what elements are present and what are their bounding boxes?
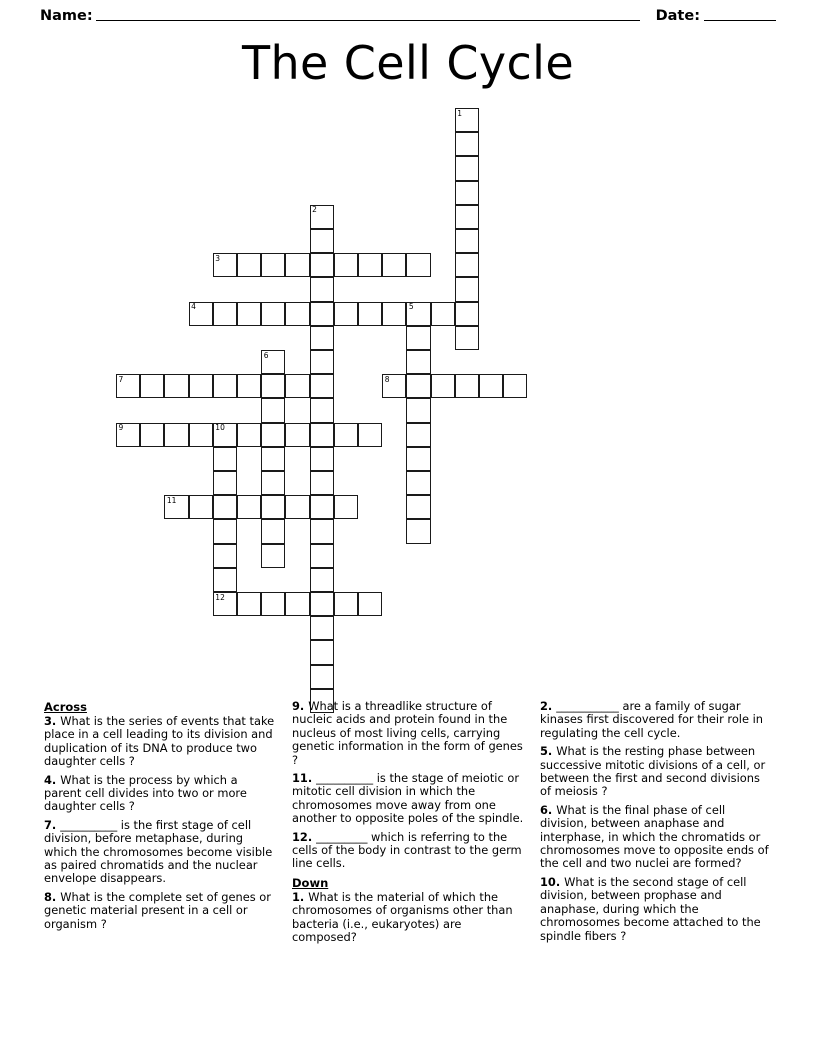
clue-text: What is the second stage of cell division, between prophase and anaphase, during which the chromosomes become attached to the spindle fibers ? [540,874,761,943]
crossword-cell[interactable] [310,616,334,640]
crossword-cell[interactable] [310,374,334,398]
crossword-cell[interactable] [261,592,285,616]
crossword-cell[interactable] [310,592,334,616]
crossword-cell[interactable] [261,398,285,422]
crossword-cell[interactable] [237,302,261,326]
crossword-cell[interactable] [455,156,479,180]
crossword-cell-numbered[interactable] [213,253,237,277]
clue-column-2 [292,700,532,950]
crossword-cell[interactable] [406,374,430,398]
clue-across-7 [44,819,276,886]
cell-number: 5 [408,302,414,312]
crossword-cell[interactable] [310,398,334,422]
crossword-cell[interactable] [237,423,261,447]
clue-text: What is a threadlike structure of nucleic acids and protein found in the nucleus of most living cells, carrying genetic information in the form of genes ? [292,699,523,767]
cell-number: 2 [312,205,317,215]
crossword-cell[interactable] [406,447,430,471]
crossword-cell[interactable] [310,519,334,543]
crossword-cell[interactable] [406,253,430,277]
crossword-cell[interactable] [431,374,455,398]
crossword-cell[interactable] [406,350,430,374]
cell-number: 4 [191,302,196,312]
cell-number: 10 [215,423,225,433]
crossword-cell[interactable] [455,132,479,156]
crossword-cell[interactable] [213,302,237,326]
cell-number: 11 [166,495,177,505]
crossword-cell[interactable] [261,423,285,447]
clue-across-12 [292,831,524,871]
crossword-cell-numbered[interactable] [382,374,406,398]
crossword-cell[interactable] [261,519,285,543]
crossword-cell[interactable] [310,253,334,277]
crossword-cell[interactable] [310,350,334,374]
crossword-cell[interactable] [455,229,479,253]
clue-down-5 [540,745,772,799]
crossword-cell[interactable] [237,374,261,398]
crossword-cell[interactable] [261,471,285,495]
cell-number: 7 [118,374,124,384]
crossword-cell[interactable] [455,205,479,229]
crossword-cell[interactable] [455,302,479,326]
clue-down-6 [540,804,772,871]
clue-number: 10. [540,874,565,889]
clue-across-11 [292,772,524,826]
crossword-cell[interactable] [358,302,382,326]
crossword-cell[interactable] [189,374,213,398]
cell-number: 3 [215,253,221,263]
clue-across-4 [44,774,276,814]
crossword-cell[interactable] [164,423,188,447]
crossword-cell[interactable] [310,229,334,253]
crossword-cell[interactable] [285,302,309,326]
crossword-cell-numbered[interactable] [213,592,237,616]
crossword-cell[interactable] [334,253,358,277]
crossword-cell[interactable] [213,374,237,398]
crossword-cell-numbered[interactable] [116,423,140,447]
crossword-cell[interactable] [406,495,430,519]
clue-number: 4. [44,772,61,787]
clue-text: What is the final phase of cell division, between anaphase and interphase, in which the chromatids or chromosomes move to opposite ends of the cell and two nuclei are formed? [540,802,769,871]
clue-number: 8. [44,889,61,904]
date-label: Date: [655,8,700,24]
clue-text: What is the process by which a parent cell divides into two or more daughter cells ? [44,772,247,814]
crossword-cell[interactable] [503,374,527,398]
clue-across-8 [44,891,276,931]
crossword-cell[interactable] [189,423,213,447]
clue-number: 11. [292,771,317,786]
crossword-cell[interactable] [285,374,309,398]
clue-text: What is the resting phase between successive mitotic divisions of a cell, or between the first and second divisions of meiosis ? [540,744,766,799]
crossword-cell[interactable] [164,374,188,398]
crossword-cell[interactable] [406,519,430,543]
clue-text: What is the complete set of genes or genetic material present in a cell or organism ? [44,889,271,931]
crossword-cell-numbered[interactable] [310,205,334,229]
crossword-cell[interactable] [261,495,285,519]
crossword-cell[interactable] [310,423,334,447]
crossword-cell-numbered[interactable] [116,374,140,398]
crossword-cell[interactable] [213,495,237,519]
crossword-cell-numbered[interactable] [213,423,237,447]
clue-text: __________ is the first stage of cell division, before metaphase, during which the chromosomes become visible as paired chromatids and the nuclear envelope disappears. [44,817,273,886]
crossword-cell[interactable] [358,253,382,277]
crossword-cell[interactable] [310,471,334,495]
clue-number: 5. [540,744,557,759]
crossword-cell[interactable] [455,326,479,350]
crossword-cell[interactable] [455,181,479,205]
clue-column-1 [44,700,284,936]
crossword-cell[interactable] [455,253,479,277]
crossword-cell[interactable] [358,423,382,447]
crossword-cell[interactable] [382,253,406,277]
clue-number: 3. [44,714,61,728]
crossword-cell[interactable] [406,326,430,350]
clue-down-2 [540,700,772,740]
crossword-cell[interactable] [213,471,237,495]
crossword-cell[interactable] [213,568,237,592]
crossword-cell[interactable] [406,471,430,495]
crossword-cell-numbered[interactable] [189,302,213,326]
clue-columns [44,700,780,962]
clue-column-3 [540,700,780,948]
crossword-cell[interactable] [310,544,334,568]
crossword-cell[interactable] [310,277,334,301]
page-title: The Cell Cycle [241,36,575,90]
crossword-cell[interactable] [334,423,358,447]
name-label: Name: [40,8,93,24]
crossword-cell[interactable] [213,447,237,471]
crossword-cell[interactable] [261,544,285,568]
clue-across-9 [292,700,524,767]
crossword-cell[interactable] [310,326,334,350]
cell-number: 1 [457,108,463,118]
crossword-cell-numbered[interactable] [164,495,188,519]
crossword-cell[interactable] [334,592,358,616]
clue-text: __________ is the stage of meiotic or mitotic cell division in which the chromosomes move away from one another to opposite poles of the spindle. [292,771,524,826]
cell-number: 6 [263,350,269,360]
clue-text: What is the material of which the chromosomes of organisms other than bacteria (i.e., eukaryotes) are composed? [292,889,513,945]
cell-number: 8 [384,374,390,384]
crossword-cell[interactable] [237,495,261,519]
crossword-cell[interactable] [358,592,382,616]
clue-number: 7. [44,817,61,832]
crossword-cell[interactable] [479,374,503,398]
clue-text: ___________ are a family of sugar kinases first discovered for their role in regulating the cell cycle. [540,699,763,740]
crossword-cell[interactable] [406,423,430,447]
crossword-cell[interactable] [213,519,237,543]
crossword-cell[interactable] [310,640,334,664]
crossword-cell[interactable] [261,302,285,326]
clue-down-1 [292,891,524,945]
crossword-cell[interactable] [285,423,309,447]
crossword-cell[interactable] [237,253,261,277]
crossword-cell[interactable] [285,592,309,616]
crossword-cell[interactable] [285,495,309,519]
crossword-cell[interactable] [310,302,334,326]
clue-text: _________ which is referring to the cells of the body in contrast to the germ line cells. [292,829,522,871]
crossword-cell[interactable] [285,253,309,277]
crossword-cell[interactable] [334,302,358,326]
crossword-cell[interactable] [261,447,285,471]
crossword-cell[interactable] [310,665,334,689]
crossword-cell[interactable] [455,277,479,301]
crossword-cell[interactable] [431,302,455,326]
clue-number: 1. [292,889,309,904]
crossword-cell[interactable] [261,253,285,277]
clue-down-10 [540,876,772,943]
crossword-cell[interactable] [334,495,358,519]
crossword-cell[interactable] [213,544,237,568]
crossword-cell[interactable] [310,568,334,592]
clue-number: 12. [292,829,317,844]
clue-text: What is the series of events that take place in a cell leading to its division and duplication of its DNA to produce two daughter cells ? [44,714,275,769]
crossword-cell[interactable] [140,374,164,398]
crossword-cell[interactable] [140,423,164,447]
crossword-cell-numbered[interactable] [261,350,285,374]
clue-number: 2. [540,699,557,713]
crossword-cell[interactable] [310,447,334,471]
crossword-cell[interactable] [189,495,213,519]
cell-number: 12 [215,592,225,602]
crossword-cell[interactable] [382,302,406,326]
crossword-cell[interactable] [310,495,334,519]
clue-number: 9. [292,699,309,713]
cell-number: 9 [118,423,124,433]
clue-number: 6. [540,802,557,817]
across-heading: Across [44,700,87,714]
crossword-cell[interactable] [261,374,285,398]
clue-across-3 [44,715,276,769]
crossword-cell-numbered[interactable] [455,108,479,132]
crossword-cell[interactable] [237,592,261,616]
down-heading: Down [292,875,329,890]
crossword-cell-numbered[interactable] [406,302,430,326]
crossword-cell[interactable] [455,374,479,398]
crossword-cell[interactable] [406,398,430,422]
